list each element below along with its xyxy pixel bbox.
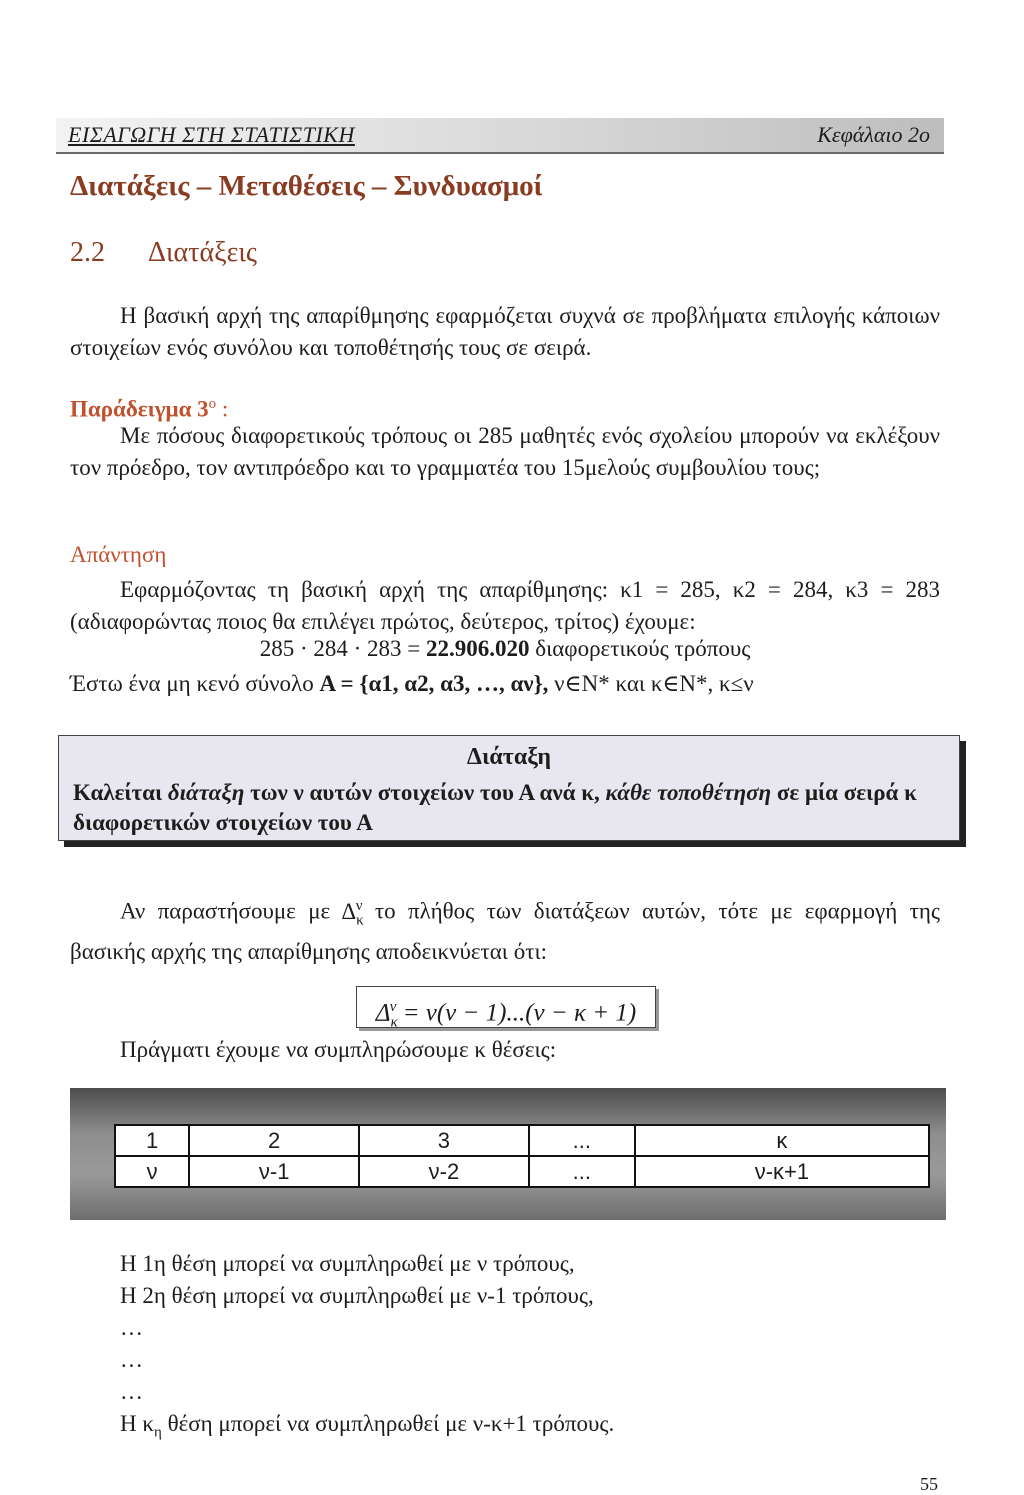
header-book-title: ΕΙΣΑΓΩΓΗ ΣΤΗ ΣΤΑΤΙΣΤΙΚΗ: [68, 122, 355, 147]
example-label: [70, 396, 228, 423]
arrangement-formula: $\Delta_\kappa^\nu = \nu(\nu - 1)...(\nu - \kappa + 1)$: [356, 986, 656, 1028]
fill-line: Η 1η θέση μπορεί να συμπληρωθεί με ν τρόπους,: [120, 1251, 575, 1276]
answer-label: Απάντηση: [70, 542, 167, 567]
slot-choice: ...: [529, 1156, 635, 1187]
definition-text: [73, 778, 945, 838]
intro-paragraph: Η βασική αρχή της απαρίθμησης εφαρμόζεται συχνά σε προβλήματα επιλογής κάποιων στοιχείων ενός συνόλου και τοποθέτησής τους σε σειρά.: [70, 303, 940, 360]
header-chapter: Κεφάλαιο 2ο: [817, 122, 930, 147]
definition-box: [58, 735, 960, 841]
example-label-tail: :: [216, 396, 229, 422]
slot-position: κ: [635, 1125, 929, 1156]
slot-choice: ν-κ+1: [635, 1156, 929, 1187]
page-number: 55: [920, 1474, 938, 1494]
calc-expression: 285 · 284 · 283 =: [259, 636, 426, 661]
formula-rhs: = ν(ν − 1)...(ν − κ + 1): [396, 999, 637, 1027]
count-after: το πλήθος των διατάξεων αυτών, τότε με εφαρμογή της βασικής αρχής της απαρίθμησης αποδεικνύεται ότι:: [70, 898, 940, 965]
def-part2: των ν αυτών στοιχείων του Α ανά κ,: [244, 780, 606, 805]
calc-tail: διαφορετικούς τρόπους: [529, 636, 751, 661]
example-question: Με πόσους διαφορετικούς τρόπους οι 285 μαθητές ενός σχολείου μπορούν να εκλέξουν τον πρόεδρο, τον αντιπρόεδρο και το γραμματέα του 15μελούς συμβουλίου τους;: [70, 423, 940, 480]
set-definition-line: [70, 668, 940, 700]
calc-result: 22.906.020: [425, 636, 530, 661]
slot-position: ...: [529, 1125, 635, 1156]
slot-table: [114, 1124, 930, 1188]
def-term: διάταξη: [167, 780, 245, 805]
slot-positions-row: [115, 1125, 929, 1156]
count-before: Αν παραστήσουμε με: [120, 898, 342, 924]
slot-position: 3: [359, 1125, 529, 1156]
def-phrase: κάθε τοποθέτηση: [605, 780, 772, 805]
set-line-prefix: Έστω ένα μη κενό σύνολο: [70, 671, 320, 696]
slot-choices-row: [115, 1156, 929, 1187]
fill-line: …: [120, 1347, 143, 1372]
fill-line: …: [120, 1379, 143, 1404]
chapter-title: Διατάξεις – Μεταθέσεις – Συνδυασμοί: [70, 170, 543, 202]
delta-symbol: $\Delta_\kappa^\nu$: [341, 898, 364, 929]
formula-lhs: Δ: [375, 999, 391, 1027]
example-label-text: Παράδειγμα 3: [70, 396, 209, 422]
running-header: [56, 118, 944, 154]
count-sentence: [70, 890, 940, 968]
fill-line: Η 2η θέση μπορεί να συμπληρωθεί με ν-1 τρόπους,: [120, 1283, 594, 1308]
slot-choice: ν: [115, 1156, 189, 1187]
def-part3: σε μία σειρά κ διαφορετικών στοιχείων του Α: [73, 780, 917, 835]
def-part1: Καλείται: [73, 780, 168, 805]
answer-text: Εφαρμόζοντας τη βασική αρχή της απαρίθμησης: κ1 = 285, κ2 = 284, κ3 = 283 (αδιαφορώντας ποιος θα επιλέγει πρώτος, δεύτερος, τρίτος) έχουμε:: [70, 577, 940, 634]
example-label-sup: ο: [208, 396, 217, 412]
fill-line-last: Η $\kappa_\eta$ θέση μπορεί να συμπληρωθεί με ν-κ+1 τρόπους.: [120, 1411, 615, 1441]
answer-calculation: [70, 636, 940, 662]
definition-title: Διάταξη: [466, 744, 552, 770]
set-line-suffix: ν∈N* και κ∈N*, κ≤ν: [548, 671, 754, 696]
fill-intro: Πράγματι έχουμε να συμπληρώσουμε κ θέσεις:: [120, 1037, 557, 1062]
slot-position: 2: [189, 1125, 359, 1156]
fill-line: …: [120, 1315, 143, 1340]
slot-choice: ν-2: [359, 1156, 529, 1187]
slot-choice: ν-1: [189, 1156, 359, 1187]
section-title: Διατάξεις: [148, 237, 257, 268]
slot-position: 1: [115, 1125, 189, 1156]
set-notation: Α = {α1, α2, α3, …, αν},: [319, 671, 549, 696]
section-number: 2.2: [70, 237, 105, 268]
